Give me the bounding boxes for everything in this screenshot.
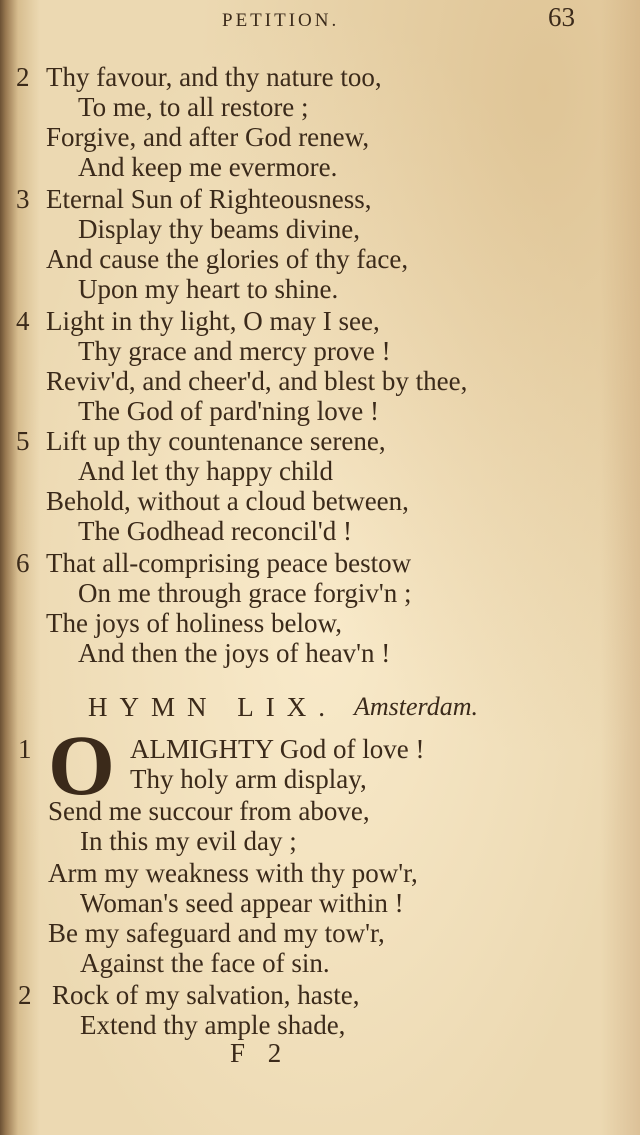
verse-line: Display thy beams divine, — [78, 214, 360, 244]
hymn-title: HYMN LIX. — [88, 692, 337, 722]
running-head: PETITION. — [222, 10, 340, 31]
verse-line: Light in thy light, O may I see, — [46, 306, 380, 336]
verse-line: Rock of my salvation, haste, — [52, 980, 360, 1010]
verse-line: In this my evil day ; — [80, 826, 297, 856]
verse-line: Woman's seed appear within ! — [80, 888, 404, 918]
verse-line: Thy holy arm display, — [130, 764, 367, 794]
verse-line: Lift up thy countenance serene, — [46, 426, 386, 456]
verse-line: Reviv'd, and cheer'd, and blest by thee, — [46, 366, 468, 396]
verse-line: Forgive, and after God renew, — [46, 122, 370, 152]
verse-line: Arm my weakness with thy pow'r, — [48, 858, 418, 888]
verse-line: Thy grace and mercy prove ! — [78, 336, 391, 366]
signature-mark: F 2 — [230, 1038, 290, 1068]
stanza-number: 2 — [18, 980, 32, 1010]
verse-line: To me, to all restore ; — [78, 92, 309, 122]
verse-line: And cause the glories of thy face, — [46, 244, 409, 274]
verse-line: Be my safeguard and my tow'r, — [48, 918, 385, 948]
verse-line: Send me succour from above, — [48, 796, 370, 826]
verse-line: Behold, without a cloud between, — [46, 486, 409, 516]
verse-line: The God of pard'ning love ! — [78, 396, 380, 426]
verse-line: On me through grace forgiv'n ; — [78, 578, 412, 608]
stanza-number: 1 — [18, 734, 32, 764]
verse-line: Extend thy ample shade, — [80, 1010, 346, 1040]
stanza-number: 2 — [16, 62, 30, 92]
page-header — [0, 4, 640, 34]
verse-line: And let thy happy child — [78, 456, 333, 486]
verse-line: The Godhead reconcil'd ! — [78, 516, 352, 546]
stanza-number: 3 — [16, 184, 30, 214]
verse-line: And then the joys of heav'n ! — [78, 638, 391, 668]
stanza-number: 5 — [16, 426, 30, 456]
stanza-number: 6 — [16, 548, 30, 578]
stanza-number: 4 — [16, 306, 30, 336]
drop-cap: O — [48, 717, 115, 813]
verse-line: And keep me evermore. — [78, 152, 338, 182]
verse-line: The joys of holiness below, — [46, 608, 342, 638]
verse-line: Thy favour, and thy nature too, — [46, 62, 382, 92]
verse-line: Eternal Sun of Righteousness, — [46, 184, 372, 214]
verse-line: Against the face of sin. — [80, 948, 330, 978]
verse-line: ALMIGHTY God of love ! — [130, 734, 425, 764]
hymn-tune: Amsterdam. — [354, 692, 478, 721]
page-number: 63 — [548, 2, 575, 32]
verse-line: Upon my heart to shine. — [78, 274, 339, 304]
verse-line: That all-comprising peace bestow — [46, 548, 412, 578]
